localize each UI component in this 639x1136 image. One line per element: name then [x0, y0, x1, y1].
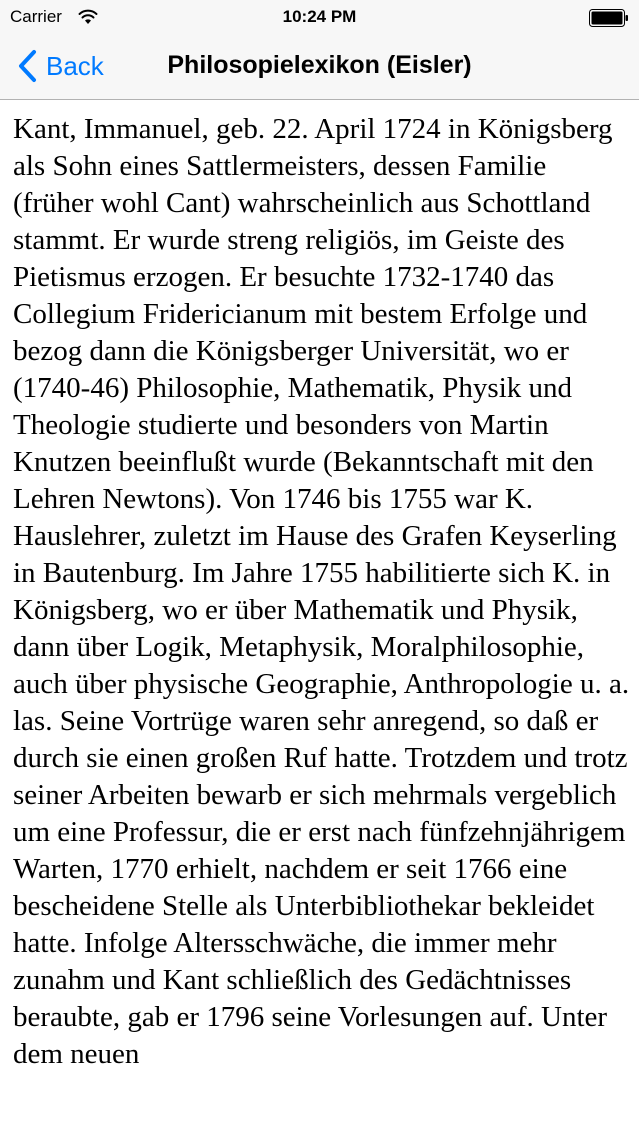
clock-label: 10:24 PM [282, 7, 357, 26]
status-bar [0, 0, 639, 36]
article-body: Kant, Immanuel, geb. 22. April 1724 in Königsberg als Sohn eines Sattlermeisters, dessen Familie (früher wohl Cant) wahrscheinlich aus Schottland stammt. Er wurde streng religiös, im Geiste des Pietismus erzogen. Er besuchte 1732-1740 das Collegium Fridericianum mit bestem Erfolge und bezog dann die Königsberger Universität, wo er (1740-46) Philosophie, Mathematik, Physik und Theologie studierte und besonders von Martin Knutzen beeinflußt wurde (Bekanntschaft mit den Lehren Newtons). Von 1746 bis 1755 war K. Hauslehrer, zuletzt im Hause des Grafen Keyserling in Bautenburg. Im Jahre 1755 habilitierte sich K. in Königsberg, wo er über Mathematik und Physik, dann über Logik, Metaphysik, Moralphilosophie, auch über physische Geographie, Anthropologie u. a. las. Seine Vortrüge waren sehr anregend, so daß er durch sie einen großen Ruf hatte. Trotzdem und trotz seiner Arbeiten bewarb er sich mehrmals vergeblich um eine Professur, die er erst nach fünfzehnjährigem Warten, 1770 erhielt, nachdem er seit 1766 eine bescheidene Stelle als Unterbibliothekar bekleidet hatte. Infolge Altersschwäche, die immer mehr zunahm und Kant schließlich des Gedächtnisses beraubte, gab er 1796 seine Vorlesungen auf. Unter dem neuen [13, 113, 630, 1070]
carrier-label: Carrier [10, 7, 62, 26]
battery-icon [589, 9, 629, 27]
navigation-bar [0, 36, 639, 100]
article-scroll-view[interactable] [0, 100, 639, 1136]
back-button-label: Back [46, 50, 104, 81]
page-title: Philosopielexikon (Eisler) [167, 51, 472, 79]
